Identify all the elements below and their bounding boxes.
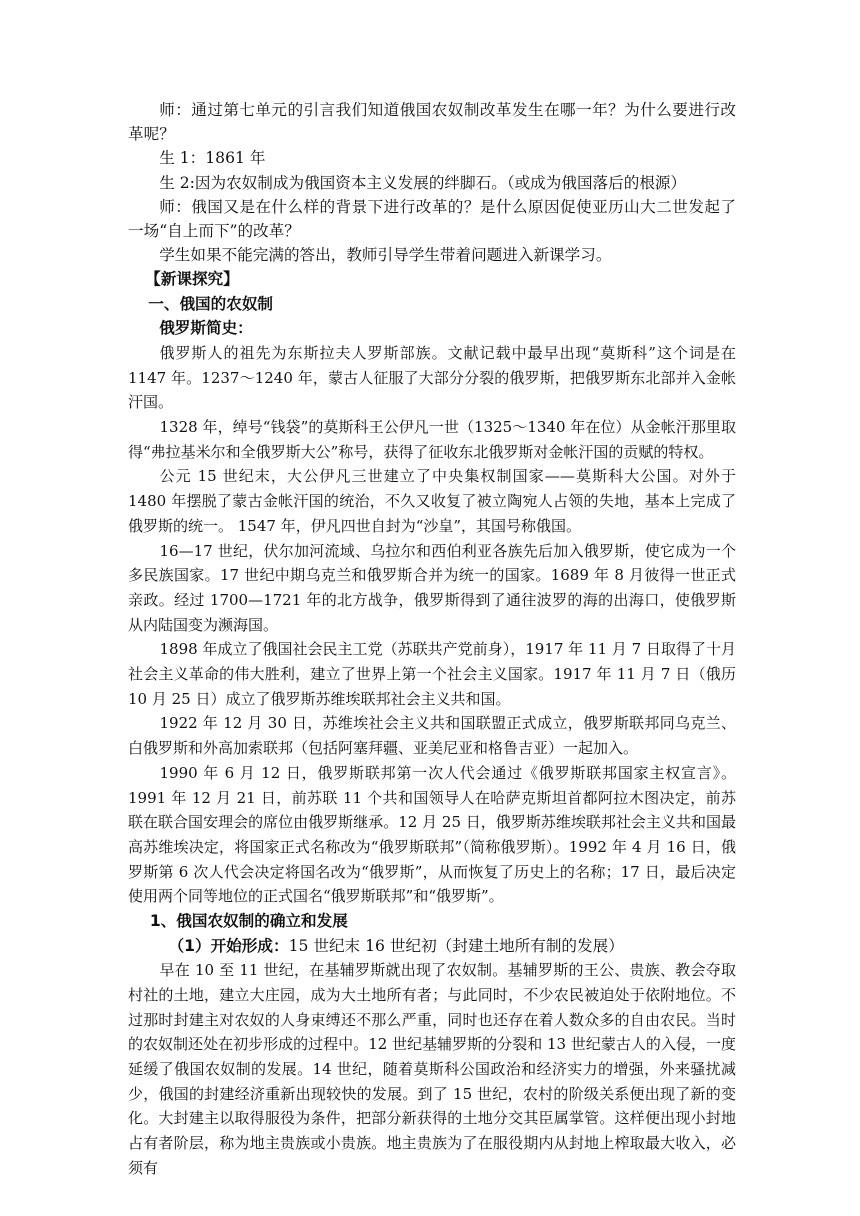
history-paragraph: 1990 年 6 月 12 日，俄罗斯联邦第一次人代会通过《俄罗斯联邦国家主权宣言》。1991 年 12 月 21 日，前苏联 11 个共和国领导人在哈萨克斯坦首都阿拉木图决定，前苏联在联合国安理会的席位由俄罗斯继承。12 月 25 日，俄罗斯苏维埃联邦社会主义共和国最高苏维埃决定，将国家正式名称改为“俄罗斯联邦”（简称俄罗斯）。1992 年 4 月 16 日，俄罗斯第 6 次人代会决定将国名改为“俄罗斯”，从而恢复了历史上的名称；17 日，最后决定使用两个同等地位的正式国名“俄罗斯联邦”和“俄罗斯”。 [128,763,736,906]
teacher-note: 学生如果不能完满的答出，教师引导学生带着问题进入新课学习。 [159,246,612,265]
russia-history-title: 俄罗斯简史： [159,319,253,338]
history-paragraph: 1922 年 12 月 30 日，苏维埃社会主义共和国联盟正式成立，俄罗斯联邦同乌克兰、白俄罗斯和外高加索联邦（包括阿塞拜疆、亚美尼亚和格鲁吉亚）一起加入。 [128,714,736,758]
subsection-heading: 1、俄国农奴制的确立和发展 [149,912,348,931]
new-lesson-heading: 【新课探究】 [145,270,239,289]
history-paragraph: 公元 15 世纪末，大公伊凡三世建立了中央集权制国家——莫斯科大公国。对外于 1480 年摆脱了蒙古金帐汗国的统治，不久又收复了被立陶宛人占领的失地，基本上完成了俄罗斯的统一。 1547 年，伊凡四世自封为“沙皇”，其国号称俄国。 [128,467,736,535]
subsection-line [128,934,736,959]
history-paragraph: 1328 年，绰号“钱袋”的莫斯科王公伊凡一世（1325～1340 年在位）从金帐汗那里取得“弗拉基米尔和全俄罗斯大公”称号，获得了征收东北俄罗斯对金帐汗国的贡赋的特权。 [128,418,736,461]
teacher-question-1: 师：通过第七单元的引言我们知道俄国农奴制改革发生在哪一年？为什么要进行改革呢？ [128,101,736,144]
history-paragraph: 16—17 世纪，伏尔加河流域、乌拉尔和西伯利亚各族先后加入俄罗斯，使它成为一个多民族国家。17 世纪中期乌克兰和俄罗斯合并为统一的国家。1689 年 8 月彼得一世正式亲政。经过 1700—1721 年的北方战争，俄罗斯得到了通往波罗的海的出海口，使俄罗斯从内陆国变为濒海国。 [128,541,736,634]
history-paragraph: 俄罗斯人的祖先为东斯拉夫人罗斯部族。文献记载中最早出现“莫斯科”这个词是在 1147 年。1237～1240 年，蒙古人征服了大部分分裂的俄罗斯，把俄罗斯东北部并入金帐汗国。 [128,343,736,412]
student-answer-2: 生 2:因为农奴制成为俄国资本主义发展的绊脚石。（或成为俄国落后的根源） [159,173,687,192]
subsection-label: （1）开始形成： [168,936,289,955]
teacher-question-2: 师：俄国又是在什么样的背景下进行改革的？是什么原因促使亚历山大二世发起了一场“自上而下”的改革？ [128,197,736,241]
body-paragraph: 早在 10 至 11 世纪，在基辅罗斯就出现了农奴制。基辅罗斯的王公、贵族、教会夺取村社的土地，建立大庄园，成为大土地所有者；与此同时，不少农民被迫处于依附地位。不过那时封建主对农奴的人身束缚还不那么严重，同时也还存在着人数众多的自由农民。当时的农奴制还处在初步形成的过程中。12 世纪基辅罗斯的分裂和 13 世纪蒙古人的入侵，一度延缓了俄国农奴制的发展。14 世纪，随着莫斯科公国政治和经济实力的增强，外来骚扰减少，俄国的封建经济重新出现较快的发展。到了 15 世纪，农村的阶级关系便出现了新的变化。大封建主以取得服役为条件，把部分新获得的土地分交其臣属掌管。这样便出现小封地占有者阶层，称为地主贵族或小贵族。地主贵族为了在服役期内从封地上榨取最大收入，必须有 [128,961,736,1177]
subsection-text: 15 世纪末 16 世纪初（封建土地所有制的发展） [288,936,624,955]
section-heading-serfdom: 一、俄国的农奴制 [148,294,274,313]
student-answer-1: 生 1：1861 年 [159,149,266,168]
history-paragraph: 1898 年成立了俄国社会民主工党（苏联共产党前身），1917 年 11 月 7 日取得了十月社会主义革命的伟大胜利，建立了世界上第一个社会主义国家。1917 年 11 月 7 日（俄历 10 月 25 日）成立了俄罗斯苏维埃联邦社会主义共和国。 [128,640,736,708]
